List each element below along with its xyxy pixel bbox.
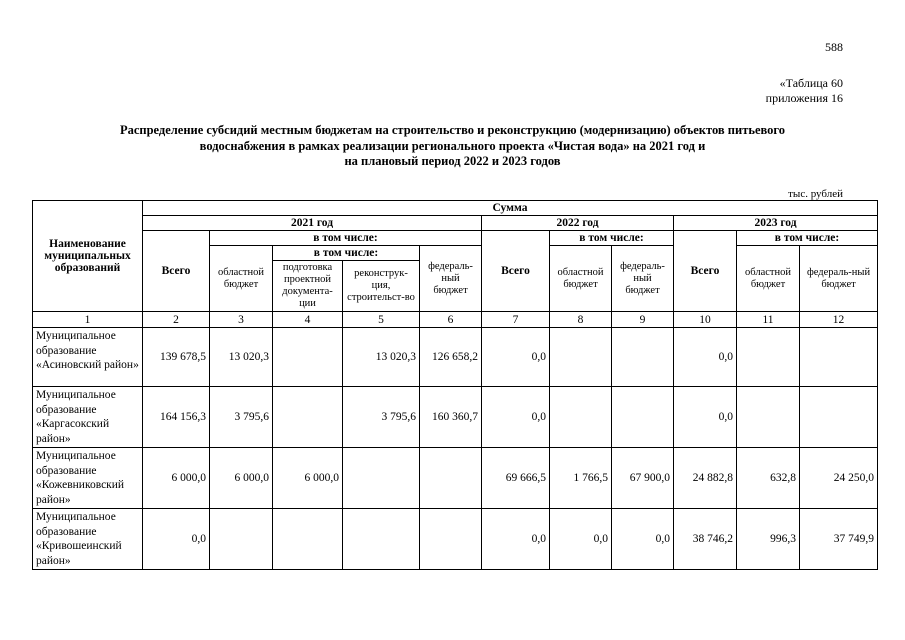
column-number: 6 — [420, 312, 482, 328]
table-cell: 139 678,5 — [143, 328, 210, 387]
document-title-line1: Распределение субсидий местным бюджетам на строительство и реконструкцию (модернизацию) объектов питьевого — [119, 123, 786, 137]
table-cell: 37 749,9 — [800, 509, 878, 570]
column-number: 7 — [482, 312, 550, 328]
document-title-line3: на плановый период 2022 и 2023 годов — [344, 154, 561, 168]
column-number: 11 — [737, 312, 800, 328]
table-cell: 13 020,3 — [210, 328, 273, 387]
header-regional-2022: областной бюджет — [550, 246, 612, 312]
table-cell — [737, 387, 800, 448]
header-total-2022: Всего — [482, 231, 550, 312]
header-design-docs: подготовка проектной документа-ции — [273, 261, 343, 312]
table-cell: 0,0 — [482, 509, 550, 570]
table-cell: 69 666,5 — [482, 448, 550, 509]
header-incl-regional-2021: в том числе: — [273, 246, 420, 261]
header-year-2021: 2021 год — [143, 216, 482, 231]
municipality-name: Муниципальное образование «Асиновский район» — [33, 328, 143, 387]
table-cell: 126 658,2 — [420, 328, 482, 387]
header-total-2021: Всего — [143, 231, 210, 312]
header-federal-2021: федераль-ный бюджет — [420, 246, 482, 312]
table-cell — [612, 387, 674, 448]
header-incl-2023: в том числе: — [737, 231, 878, 246]
header-construction: реконструк-ция, строительст-во — [343, 261, 420, 312]
header-federal-2022: федераль-ный бюджет — [612, 246, 674, 312]
municipality-name: Муниципальное образование «Каргасокский район» — [33, 387, 143, 448]
table-cell — [420, 448, 482, 509]
column-number: 10 — [674, 312, 737, 328]
table-cell — [800, 387, 878, 448]
header-incl-2021: в том числе: — [210, 231, 482, 246]
table-cell: 996,3 — [737, 509, 800, 570]
document-title-line2: водоснабжения в рамках реализации регионального проекта «Чистая вода» на 2021 год и — [199, 138, 706, 153]
column-number: 9 — [612, 312, 674, 328]
column-numbers-row — [33, 312, 878, 328]
column-number: 3 — [210, 312, 273, 328]
table-cell: 6 000,0 — [273, 448, 343, 509]
table-cell: 0,0 — [550, 509, 612, 570]
table-reference-line1: «Таблица 60 — [779, 76, 843, 90]
table-cell — [550, 387, 612, 448]
table-cell — [273, 387, 343, 448]
table-cell — [550, 328, 612, 387]
table-cell — [273, 509, 343, 570]
subsidy-table — [32, 200, 878, 570]
table-cell: 0,0 — [482, 328, 550, 387]
table-cell: 24 882,8 — [674, 448, 737, 509]
municipality-name: Муниципальное образование «Кривошеинский район» — [33, 509, 143, 570]
table-cell — [210, 509, 273, 570]
table-cell: 13 020,3 — [343, 328, 420, 387]
header-sum: Сумма — [143, 201, 878, 216]
table-cell: 1 766,5 — [550, 448, 612, 509]
header-regional-2023: областной бюджет — [737, 246, 800, 312]
table-row — [33, 328, 878, 387]
column-number: 1 — [33, 312, 143, 328]
header-total-2023: Всего — [674, 231, 737, 312]
header-federal-2023: федераль-ный бюджет — [800, 246, 878, 312]
header-incl-2022: в том числе: — [550, 231, 674, 246]
table-reference-line2: приложения 16 — [765, 91, 843, 105]
table-cell — [612, 328, 674, 387]
column-number: 5 — [343, 312, 420, 328]
table-cell: 0,0 — [143, 509, 210, 570]
table-reference — [766, 76, 843, 106]
table-row — [33, 509, 878, 570]
table-cell: 0,0 — [674, 387, 737, 448]
table-cell: 38 746,2 — [674, 509, 737, 570]
table-cell: 6 000,0 — [210, 448, 273, 509]
column-number: 2 — [143, 312, 210, 328]
column-number: 4 — [273, 312, 343, 328]
municipality-name: Муниципальное образование «Кожевниковский район» — [33, 448, 143, 509]
table-cell — [343, 448, 420, 509]
header-regional-2021: областной бюджет — [210, 246, 273, 312]
table-row — [33, 387, 878, 448]
table-cell: 0,0 — [482, 387, 550, 448]
table-cell: 0,0 — [674, 328, 737, 387]
table-cell — [737, 328, 800, 387]
header-year-2023: 2023 год — [674, 216, 878, 231]
table-cell: 24 250,0 — [800, 448, 878, 509]
units-label: тыс. рублей — [788, 188, 843, 200]
table-cell — [420, 509, 482, 570]
table-cell: 632,8 — [737, 448, 800, 509]
table-cell — [343, 509, 420, 570]
table-cell: 6 000,0 — [143, 448, 210, 509]
table-cell: 3 795,6 — [343, 387, 420, 448]
table-cell: 0,0 — [612, 509, 674, 570]
table-cell: 164 156,3 — [143, 387, 210, 448]
column-number: 8 — [550, 312, 612, 328]
table-cell — [273, 328, 343, 387]
header-name-column: Наименование муниципальных образований — [33, 201, 143, 312]
table-cell — [800, 328, 878, 387]
table-cell: 160 360,7 — [420, 387, 482, 448]
page-number: 588 — [825, 40, 843, 54]
table-cell: 3 795,6 — [210, 387, 273, 448]
document-title — [30, 123, 875, 170]
header-year-2022: 2022 год — [482, 216, 674, 231]
column-number: 12 — [800, 312, 878, 328]
table-row — [33, 448, 878, 509]
table-cell: 67 900,0 — [612, 448, 674, 509]
